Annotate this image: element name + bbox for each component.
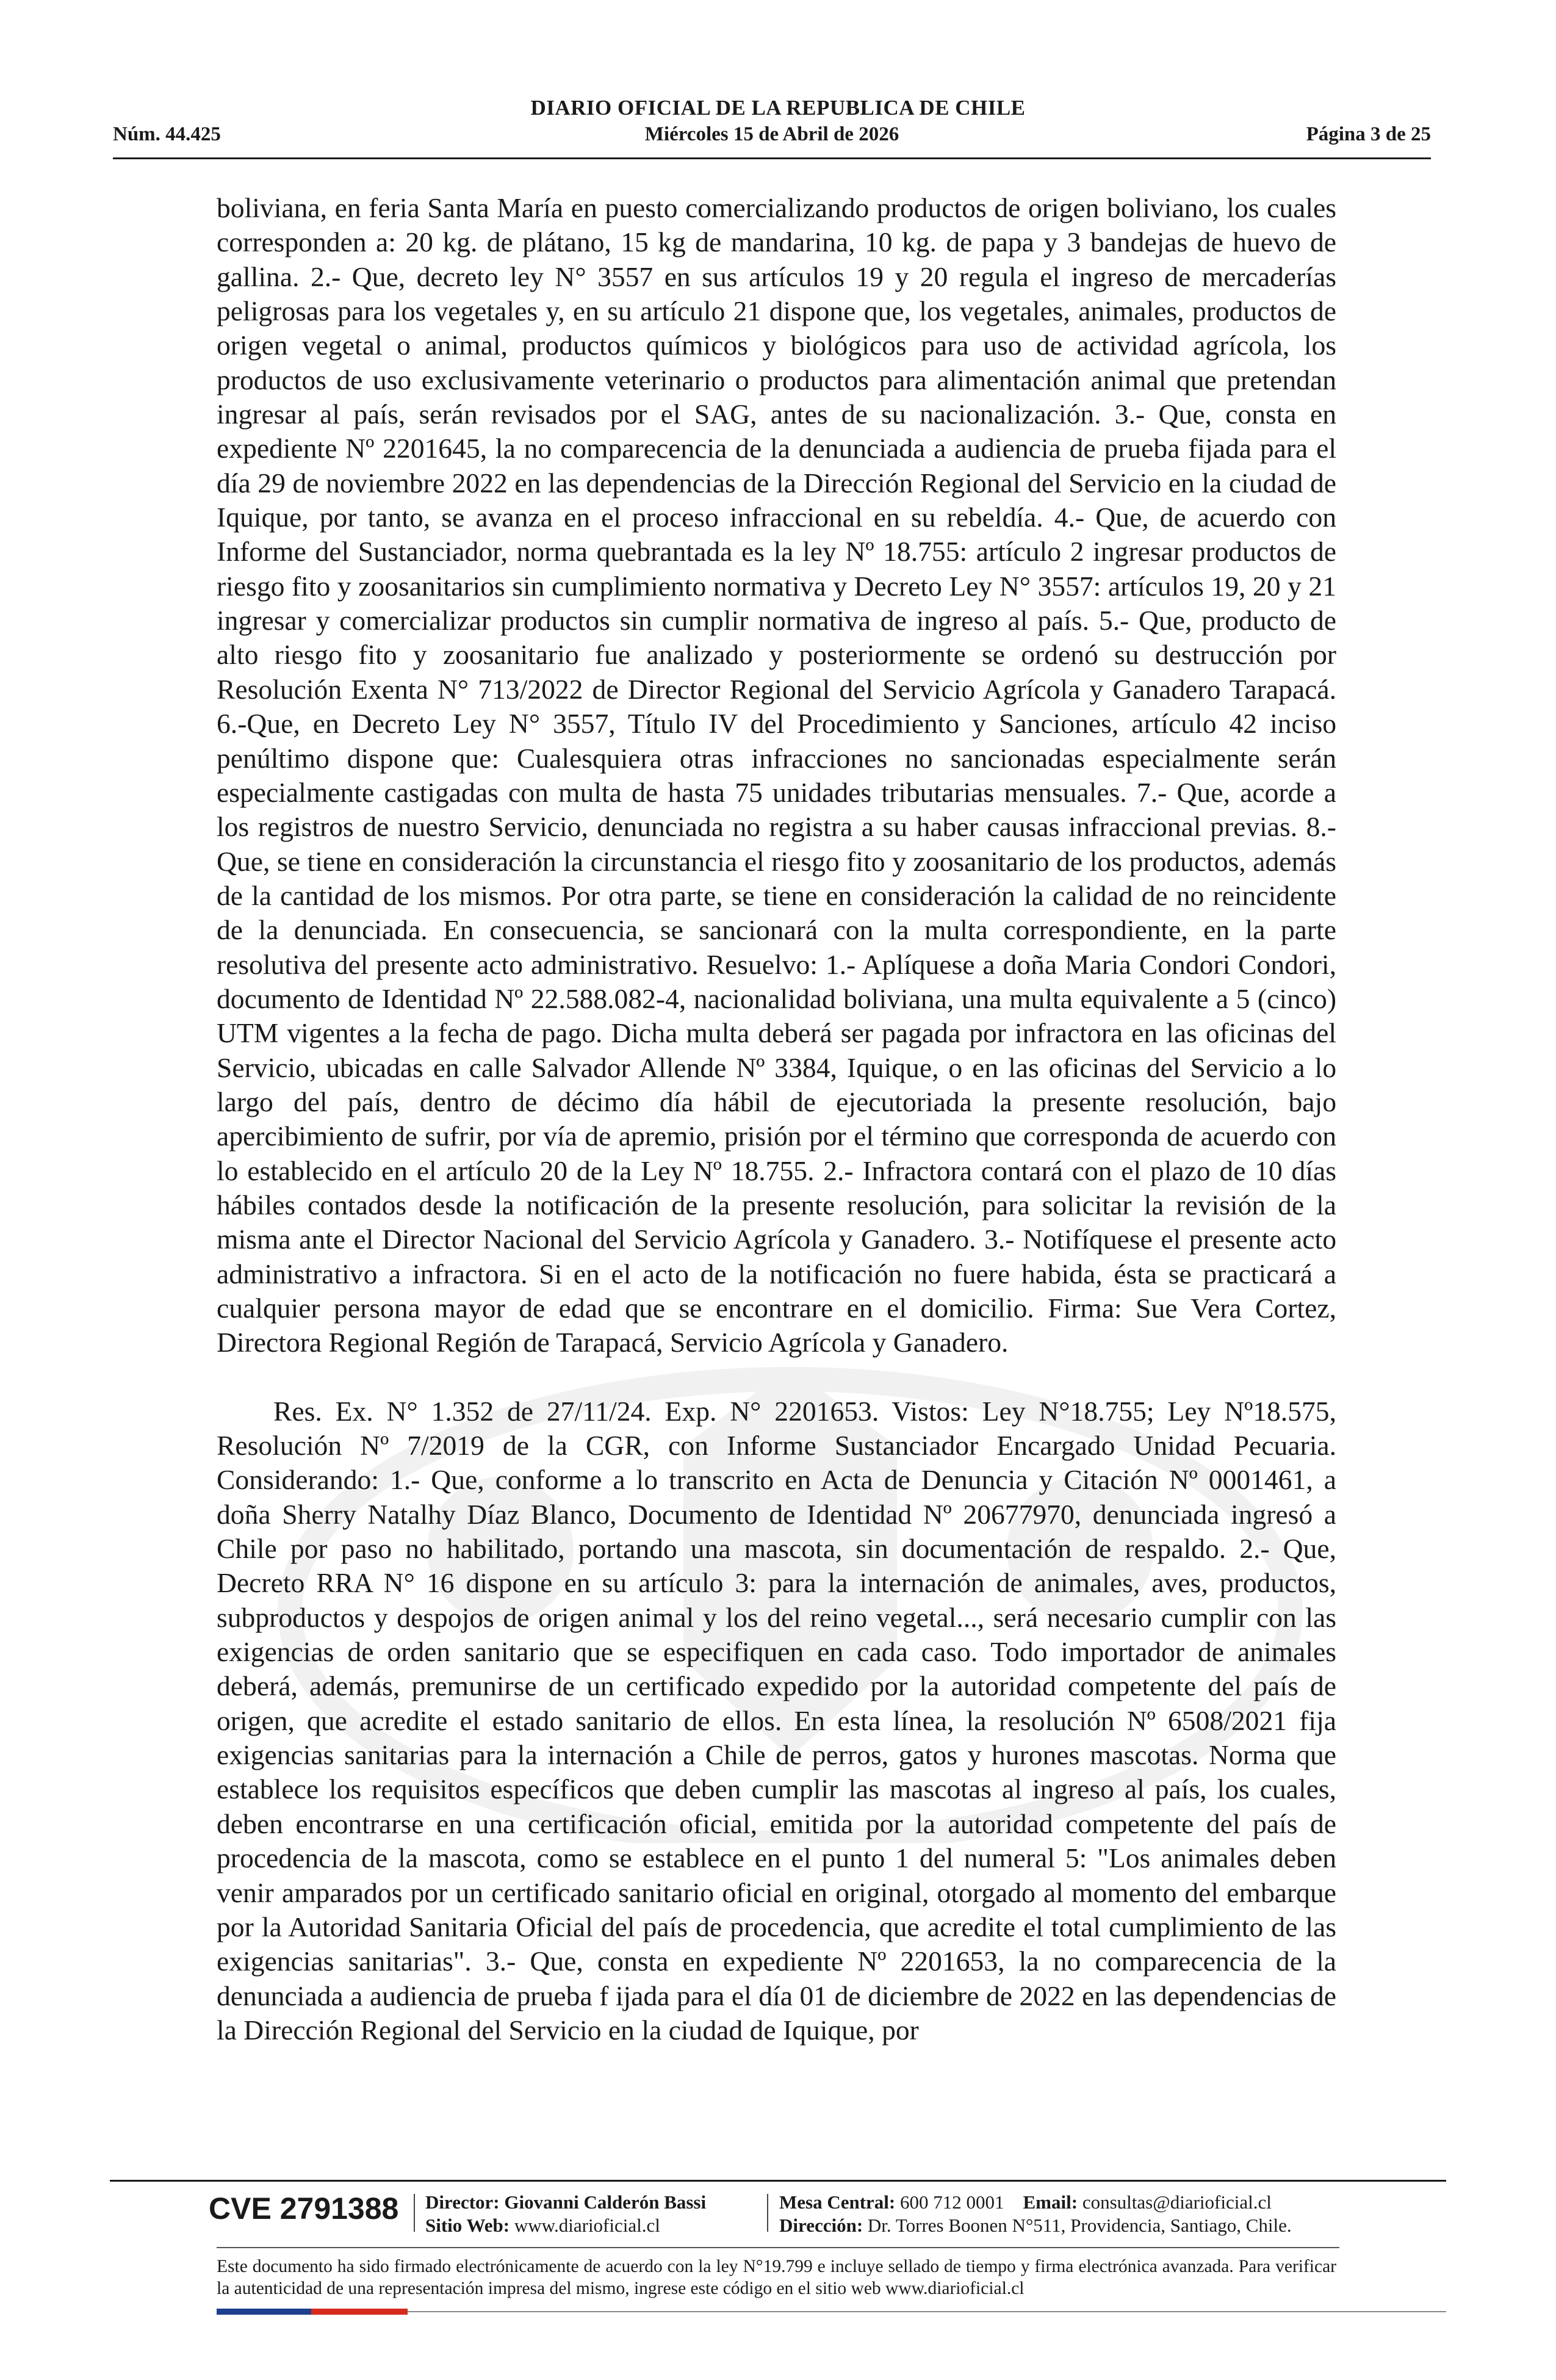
header-divider <box>113 157 1431 159</box>
phone-number: 600 712 0001 <box>900 2191 1004 2213</box>
footer-bottom-line <box>408 2311 1446 2312</box>
email-label: Email: <box>1023 2191 1078 2213</box>
email-link[interactable]: consultas@diarioficial.cl <box>1082 2191 1272 2213</box>
issue-number: Núm. 44.425 <box>113 123 221 145</box>
website-label: Sitio Web: <box>425 2215 510 2236</box>
page-number: Página 3 de 25 <box>1306 123 1431 145</box>
cve-code: CVE 2791388 <box>209 2191 399 2226</box>
footer-note-divider <box>217 2247 1339 2248</box>
footer-separator <box>414 2194 415 2232</box>
paragraph: boliviana, en feria Santa María en puesto comercializando productos de origen boliviano, los cuales corresponden a: 20 kg. de plátano, 15 kg de mandarina, 10 kg. de papa y 3 bandejas de huevo de gallina. 2.- Que, decreto ley N° 3557 en sus artículos 19 y 20 regula el ingreso de mercaderías peligrosas para los vegetales y, en su artículo 21 dispone que, los vegetales, animales, productos de origen vegetal o animal, productos químicos y biológicos para uso de actividad agrícola, los productos de uso exclusivamente veterinario o productos para alimentación animal que pretendan ingresar al país, serán revisados por el SAG, antes de su nacionalización. 3.- Que, consta en expediente Nº 2201645, la no comparecencia de la denunciada a audiencia de prueba fijada para el día 29 de noviembre 2022 en las dependencias de la Dirección Regional del Servicio en la ciudad de Iquique, por tanto, se avanza en el proceso infraccional en su rebeldía. 4.- Que, de acuerdo con Informe del Sustanciador, norma quebrantada es la ley Nº 18.755: artículo 2 ingresar productos de riesgo fito y zoosanitarios sin cumplimiento normativa y Decreto Ley N° 3557: artículos 19, 20 y 21 ingresar y comercializar productos sin cumplir normativa de ingreso al país. 5.- Que, producto de alto riesgo fito y zoosanitario fue analizado y posteriormente se ordenó su destrucción por Resolución Exenta N° 713/2022 de Director Regional del Servicio Agrícola y Ganadero Tarapacá. 6.-Que, en Decreto Ley N° 3557, Título IV del Procedimiento y Sanciones, artículo 42 inciso penúltimo dispone que: Cualesquiera otras infracciones no sancionadas especialmente serán especialmente castigadas con multa de hasta 75 unidades tributarias mensuales. 7.- Que, acorde a los registros de nuestro Servicio, denunciada no registra a su haber causas infraccional previas. 8.- Que, se tiene en consideración la circunstancia el riesgo fito y zoosanitario de los productos, además de la cantidad de los mismos. Por otra parte, se tiene en consideración la calidad de no reincidente de la denunciada. En consecuencia, se sancionará con la multa correspondiente, en la parte resolutiva del presente acto administrativo. Resuelvo: 1.- Aplíquese a doña Maria Condori Condori, documento de Identidad Nº 22.588.082-4, nacionalidad boliviana, una multa equivalente a 5 (cinco) UTM vigentes a la fecha de pago. Dicha multa deberá ser pagada por infractora en las oficinas del Servicio, ubicadas en calle Salvador Allende Nº 3384, Iquique, o en las oficinas del Servicio a lo largo del país, dentro de décimo día hábil de ejecutoriada la presente resolución, bajo apercibimiento de sufrir, por vía de apremio, prisión por el término que corresponda de acuerdo con lo establecido en el artículo 20 de la Ley Nº 18.755. 2.- Infractora contará con el plazo de 10 días hábiles contados desde la notificación de la presente resolución, para solicitar la revisión de la misma ante el Director Nacional del Servicio Agrícola y Ganadero. 3.- Notifíquese el presente acto administrativo a infractora. Si en el acto de la notificación no fuere habida, ésta se practicará a cualquier persona mayor de edad que se encontrare en el domicilio. Firma: Sue Vera Cortez, Directora Regional Región de Tarapacá, Servicio Agrícola y Ganadero. <box>217 192 1336 1358</box>
paragraph: Res. Ex. N° 1.352 de 27/11/24. Exp. N° 2201653. Vistos: Ley N°18.755; Ley Nº18.575, Resolución Nº 7/2019 de la CGR, con Informe Sustanciador Encargado Unidad Pecuaria. Considerando: 1.- Que, conforme a lo transcrito en Acta de Denuncia y Citación Nº 0001461, a doña Sherry Natalhy Díaz Blanco, Documento de Identidad Nº 20677970, denunciada ingresó a Chile por paso no habilitado, portando una mascota, sin documentación de respaldo. 2.- Que, Decreto RRA N° 16 dispone en su artículo 3: para la internación de animales, aves, productos, subproductos y despojos de origen animal y los del reino vegetal..., será necesario cumplir con las exigencias de orden sanitario que se especifiquen en cada caso. Todo importador de animales deberá, además, premunirse de un certificado expedido por la autoridad competente del país de origen, que acredite el estado sanitario de ellos. En esta línea, la resolución Nº 6508/2021 fija exigencias sanitarias para la internación a Chile de perros, gatos y hurones mascotas. Norma que establece los requisitos específicos que deben cumplir las mascotas al ingreso al país, los cuales, deben encontrarse en una certificación oficial, emitida por la autoridad competente del país de procedencia de la mascota, como se establece en el punto 1 del numeral 5: "Los animales deben venir amparados por un certificado sanitario oficial en original, otorgado al momento del embarque por la Autoridad Sanitaria Oficial del país de procedencia, que acredite el total cumplimiento de las exigencias sanitarias". 3.- Que, consta en expediente Nº 2201653, la no comparecencia de la denunciada a audiencia de prueba f ijada para el día 01 de diciembre de 2022 en las dependencias de la Dirección Regional del Servicio en la ciudad de Iquique, por <box>217 1395 1336 2046</box>
address-label: Dirección: <box>779 2215 863 2236</box>
document-body <box>217 191 1336 2047</box>
website-link[interactable]: www.diarioficial.cl <box>514 2215 660 2236</box>
flag-stripe-blue <box>217 2309 311 2315</box>
footer-contact-block <box>779 2191 1292 2237</box>
footer-separator <box>767 2194 768 2232</box>
phone-label: Mesa Central: <box>779 2191 896 2213</box>
director-label: Director: <box>425 2191 500 2213</box>
footer-divider <box>110 2180 1446 2182</box>
issue-date: Miércoles 15 de Abril de 2026 <box>644 123 899 145</box>
electronic-signature-note: Este documento ha sido firmado electrónicamente de acuerdo con la ley N°19.799 e incluye sellado de tiempo y firma electrónica avanzada. Para verificar la autenticidad de una representación impresa del mismo, ingrese este código en el sitio web www.diarioficial.cl <box>217 2257 1336 2298</box>
director-name: Giovanni Calderón Bassi <box>504 2191 707 2213</box>
gazette-title: DIARIO OFICIAL DE LA REPUBLICA DE CHILE <box>530 96 1026 120</box>
footer-director-block <box>425 2191 706 2237</box>
address: Dr. Torres Boonen N°511, Providencia, Santiago, Chile. <box>867 2215 1292 2236</box>
flag-stripe-red <box>311 2309 408 2315</box>
